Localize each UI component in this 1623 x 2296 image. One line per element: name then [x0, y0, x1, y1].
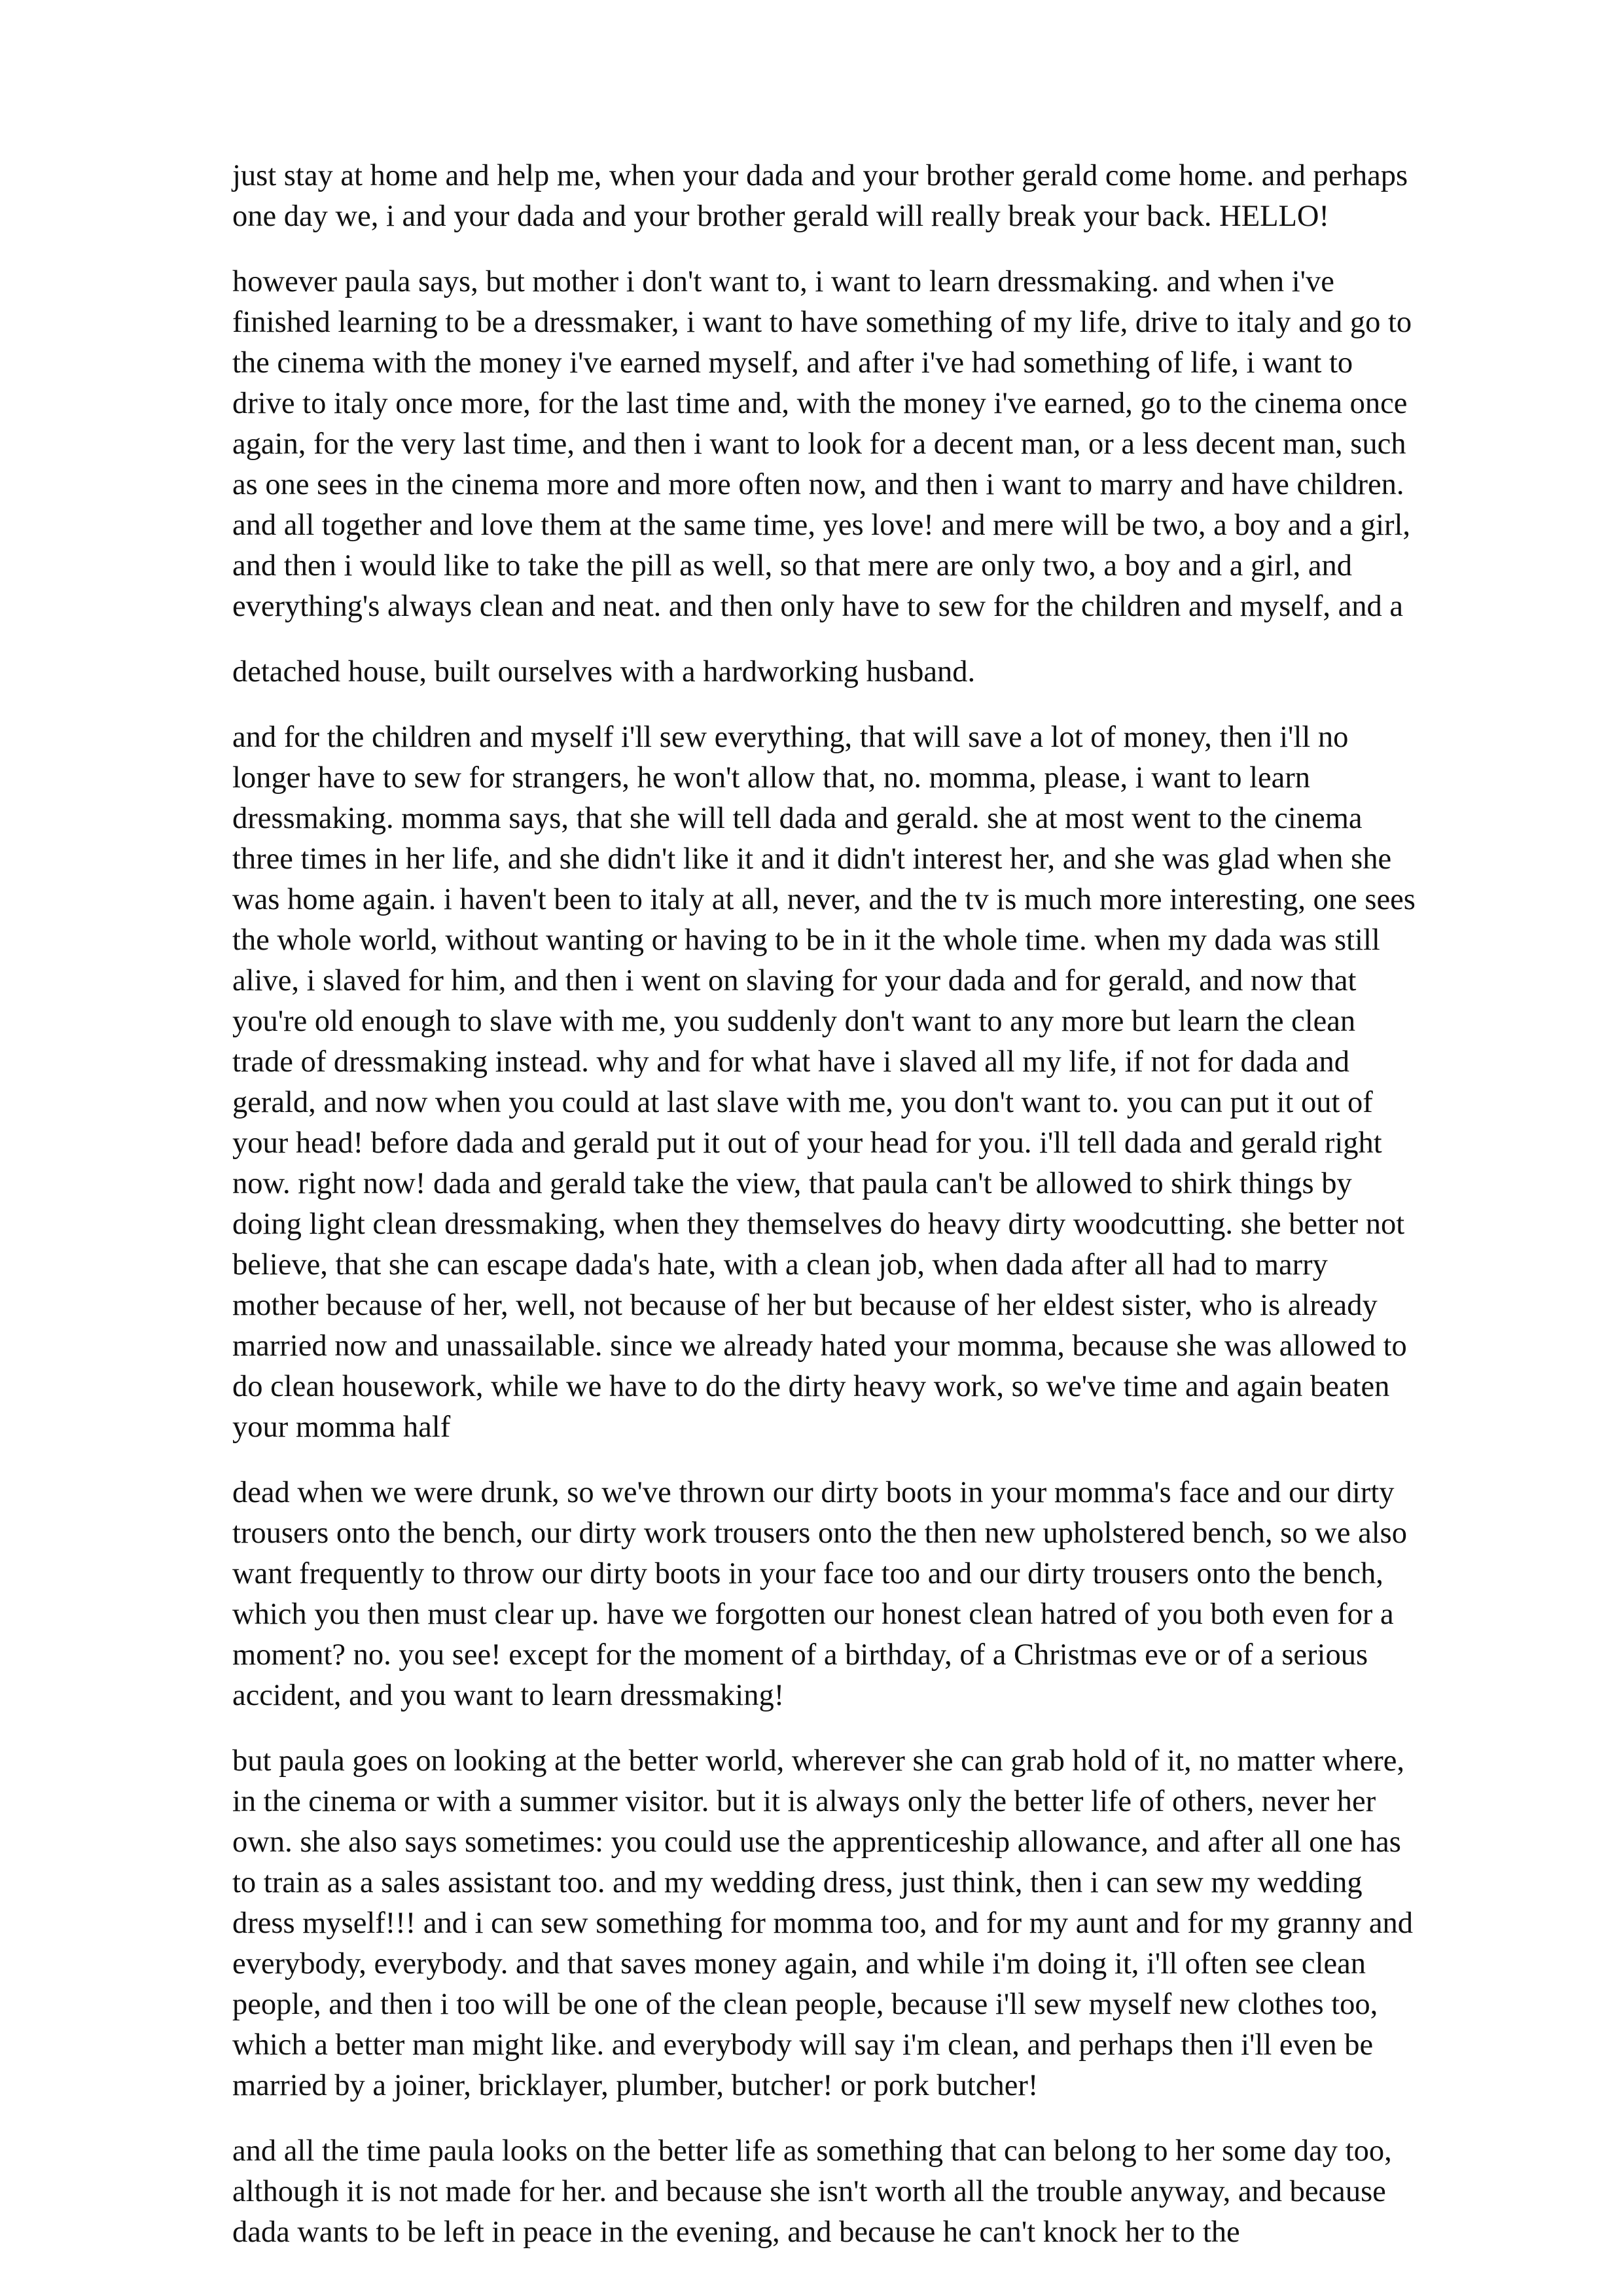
paragraph: detached house, built ourselves with a hardworking husband.	[232, 655, 976, 689]
paragraph: and for the children and myself i'll sew everything, that will save a lot of money, then i'll no longer have to sew for strangers, he won't allow that, no. momma, please, i want to learn dressmaking. momma says, that she will tell dada and gerald. she at most went to the cinema three times in her life, and she didn't like it and it didn't interest her, and she was glad when she was home again. i haven't been to italy at all, never, and the tv is much more interesting, one sees the whole world, without wanting or having to be in it the whole time. when my dada was still alive, i slaved for him, and then i went on slaving for your dada and for gerald, and now that you're old enough to slave with me, you suddenly don't want to any more but learn the clean trade of dressmaking instead. why and for what have i slaved all my life, if not for dada and gerald, and now when you could at last slave with me, you don't want to. you can put it out of your head! before dada and gerald put it out of your head for you. i'll tell dada and gerald right now. right now! dada and gerald take the view, that paula can't be allowed to shirk things by doing light clean dressmaking, when they themselves do heavy dirty woodcutting. she better not believe, that she can escape dada's hate, with a clean job, when dada after all had to marry mother because of her, well, not because of her but because of her eldest sister, who is already married now and unassailable. since we already hated your momma, because she was allowed to do clean housework, while we have to do the dirty heavy work, so we've time and again beaten your momma half	[232, 721, 1416, 1444]
paragraph: dead when we were drunk, so we've thrown our dirty boots in your momma's face and our dirty trousers onto the bench, our dirty work trousers onto the then new upholstered bench, so we also want frequently to throw our dirty boots in your face too and our dirty trousers onto the bench, which you then must clear up. have we forgotten our honest clean hatred of you both even for a moment? no. you see! except for the moment of a birthday, of a Christmas eve or of a serious accident, and you want to learn dressmaking!	[232, 1476, 1408, 1712]
paragraph: just stay at home and help me, when your dada and your brother gerald come home. and perhaps one day we, i and your dada and your brother gerald will really break your back. HELLO!	[232, 159, 1408, 233]
document-page	[232, 156, 1515, 2278]
paragraph: and all the time paula looks on the better life as something that can belong to her some day too, although it is not made for her. and because she isn't worth all the trouble anyway, and because dada wants to be left in peace in the evening, and because he can't knock her to the	[232, 2134, 1392, 2249]
paragraph: but paula goes on looking at the better world, wherever she can grab hold of it, no matter where, in the cinema or with a summer visitor. but it is always only the better life of others, never her own. she also says sometimes: you could use the apprenticeship allowance, and after all one has to train as a sales assistant too. and my wedding dress, just think, then i can sew my wedding dress myself!!! and i can sew something for momma too, and for my aunt and for my granny and everybody, everybody. and that saves money again, and while i'm doing it, i'll often see clean people, and then i too will be one of the clean people, because i'll sew myself new clothes too, which a better man might like. and everybody will say i'm clean, and perhaps then i'll even be married by a joiner, bricklayer, plumber, butcher! or pork butcher!	[232, 1744, 1414, 2102]
paragraph: however paula says, but mother i don't want to, i want to learn dressmaking. and when i've finished learning to be a dressmaker, i want to have something of my life, drive to italy and go to the cinema with the money i've earned myself, and after i've had something of life, i want to drive to italy once more, for the last time and, with the money i've earned, go to the cinema once again, for the very last time, and then i want to look for a decent man, or a less decent man, such as one sees in the cinema more and more often now, and then i want to marry and have children. and all together and love them at the same time, yes love! and mere will be two, a boy and a girl, and then i would like to take the pill as well, so that mere are only two, a boy and a girl, and everything's always clean and neat. and then only have to sew for the children and myself, and a	[232, 265, 1412, 623]
